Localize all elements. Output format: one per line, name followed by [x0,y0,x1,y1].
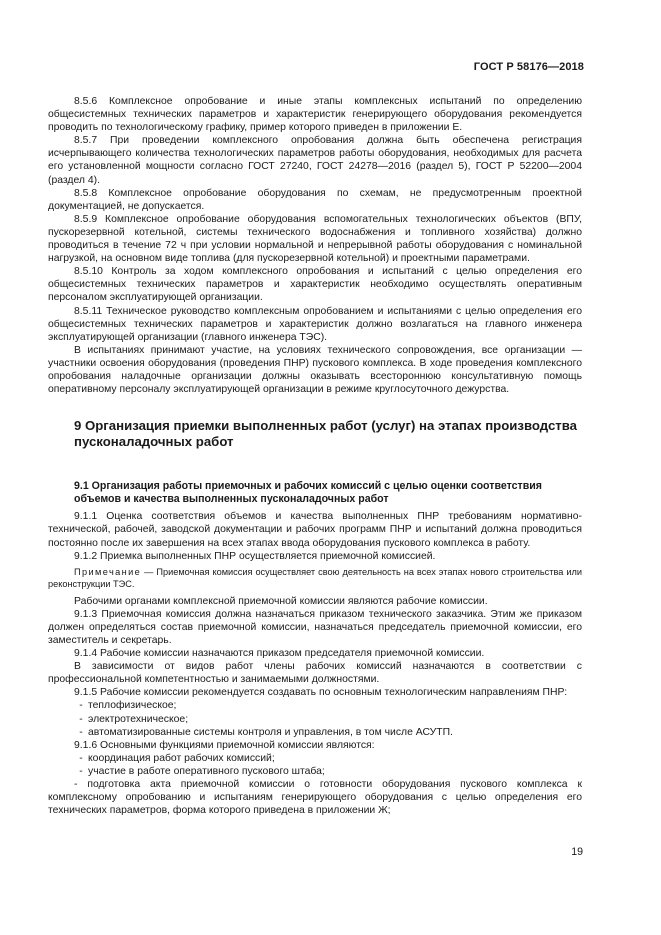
list-item-wrapped: - подготовка акта приемочной комиссии о готовности оборудования пускового комплекса к комплексному опробованию и испытаниям генерирующего оборудования с целью определения его технических параметров, форма которого приведена в приложении Ж; [48,779,582,817]
paragraph-9-1-5: 9.1.5 Рабочие комиссии рекомендуется создавать по основным технологическим направлениям ПНР: [74,687,568,699]
list-item: - автоматизированные системы контроля и управления, в том числе АСУТП. [79,726,453,738]
note-label: Примечание [74,566,142,577]
paragraph-9-1-4: 9.1.4 Рабочие комиссии назначаются приказом председателя приемочной комиссии. [74,648,485,660]
list-item: - электротехническое; [79,713,189,725]
standard-header: ГОСТ Р 58176—2018 [473,61,584,73]
paragraph-members: В зависимости от видов работ члены рабочих комиссий назначаются в соответствии с профессиональной компетентностью и занимаемыми должностями. [48,661,582,686]
section-9-1-heading: 9.1 Организация работы приемочных и рабочих комиссий с целью оценки соответствия объемов и качества выполненных пусконаладочных работ [74,480,542,506]
list-item: - теплофизическое; [79,700,177,712]
paragraph-participants: В испытаниях принимают участие, на условиях технического сопровождения, все организации — участники освоения оборудования (проведения ПНР) пускового комплекса. В ходе проведения комплексного опробования наладочные организации должны оказывать всестороннюю консультативную помощь оперативному персоналу эксплуатирующей организации в режиме круглосуточного дежурства. [48,344,582,396]
paragraph-9-1-2: 9.1.2 Приемка выполненных ПНР осуществляется приемочной комиссией. [74,550,436,562]
section-9-heading: 9 Организация приемки выполненных работ (услуг) на этапах производства пусконаладочных работ [74,418,578,450]
list-item: - участие в работе оперативного пускового штаба; [79,765,325,777]
note-text: — Приемочная комиссия осуществляет свою деятельность на всех этапах нового строительства или реконструкции ТЭС. [48,566,582,589]
list-item: - координация работ рабочих комиссий; [79,752,275,764]
page-number: 19 [571,846,583,858]
paragraph-8-5-11: 8.5.11 Техническое руководство комплексным опробованием и испытаниями с целью определения его общесистемных технических параметров и характеристик должно возлагаться на главного инженера эксплуатирующей организации (главного инженера ТЭС). [48,305,582,343]
document-body [48,95,582,817]
paragraph-8-5-8: 8.5.8 Комплексное опробование оборудования по схемам, не предусмотренным проектной документацией, не допускается. [48,187,582,212]
paragraph-working-bodies: Рабочими органами комплексной приемочной комиссии являются рабочие комиссии. [74,595,488,607]
note [48,566,582,590]
paragraph-8-5-7: 8.5.7 При проведении комплексного опробования должна быть обеспечена регистрация исчерпывающего количества технологических параметров работы оборудования, необходимых для расчета его установленной мощности согласно ГОСТ 27240, ГОСТ 24278—2016 (раздел 5), ГОСТ Р 52200—2004 (раздел 4). [48,135,582,186]
paragraph-8-5-9: 8.5.9 Комплексное опробование оборудования вспомогательных технологических объектов (ВПУ, пускорезервной котельной, системы технического водоснабжения и топливного хозяйства) должно проводиться в течение 72 ч при условии нормальной и непрерывной работы оборудования с номинальной нагрузкой, на основном виде топлива (для пускорезервной котельной) и проектными параметрами. [48,213,582,265]
paragraph-9-1-1: 9.1.1 Оценка соответствия объемов и качества выполненных ПНР требованиям нормативно-технической, рабочей, заводской документации и рабочих программ ПНР и испытаний должна проводиться постоянно после их завершения на всех этапах ввода оборудования пускового комплекса в работу. [48,511,582,549]
paragraph-8-5-10: 8.5.10 Контроль за ходом комплексного опробования и испытаний с целью определения его общесистемных технических параметров и характеристик необходимо осуществлять оперативным персоналом эксплуатирующей организации. [48,266,582,304]
paragraph-9-1-3: 9.1.3 Приемочная комиссия должна назначаться приказом технического заказчика. Этим же приказом должен определяться состав приемочной комиссии, назначаться председатель приемочной комиссии, его заместитель и секретарь. [48,608,582,646]
paragraph-8-5-6: 8.5.6 Комплексное опробование и иные этапы комплексных испытаний по определению общесистемных технических параметров и характеристик генерирующего оборудования рекомендуется проводить по технологическому графику, пример которого приведен в приложении Е. [48,96,582,134]
paragraph-9-1-6: 9.1.6 Основными функциями приемочной комиссии являются: [74,739,375,751]
